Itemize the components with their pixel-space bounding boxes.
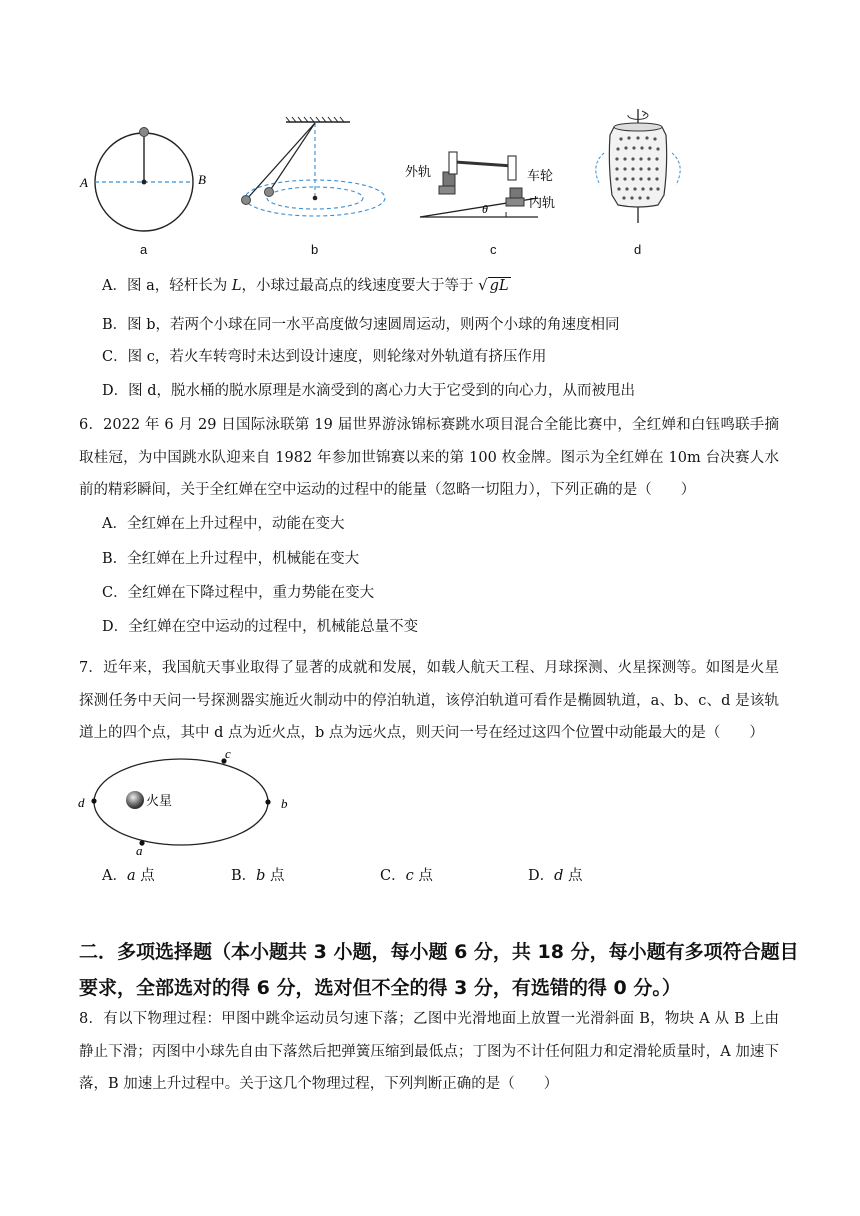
- figure-c: [402, 140, 592, 225]
- q6-option-c: C．全红婵在下降过程中，重力势能在变大: [102, 585, 375, 601]
- figure-a-label-A: A: [80, 175, 88, 190]
- q7-option-a: A．a 点: [102, 868, 155, 884]
- figure-c-label-inner-rail: 内轨: [529, 195, 556, 210]
- figure-c-label-outer-rail: 外轨: [405, 164, 432, 179]
- figure-c-label-theta: θ: [482, 202, 488, 216]
- q6-option-d: D．全红婵在空中运动的过程中，机械能总量不变: [102, 619, 419, 635]
- figure-a-caption: a: [140, 242, 148, 257]
- q5-option-b: B．图 b，若两个小球在同一水平高度做匀速圆周运动，则两个小球的角速度相同: [102, 317, 620, 333]
- figure-a-diagram: [78, 120, 218, 270]
- q6-stem: 6．2022 年 6 月 29 日国际泳联第 19 届世界游泳锦标赛跳水项目混合全能比赛中，全红婵和白钰鸣联手摘取桂冠，为中国跳水队迎来自 1982 年参加世锦赛以来的第 100 枚金牌。图示为全红婵在 10m 台决赛人水前的精彩瞬间，关于全红婵在空中运动的过程中的能量（忽略一切阻力），下列正确的是（ ）: [79, 417, 779, 498]
- q7-label-d: d: [78, 795, 85, 810]
- q7-label-a: a: [136, 843, 143, 856]
- q7-option-c: C．c 点: [380, 868, 433, 884]
- figure-c-label-wheel: 车轮: [527, 168, 554, 183]
- figure-d: [588, 105, 688, 230]
- section-2-heading: 二．多项选择题（本小题共 3 小题，每小题 6 分，共 18 分，每小题有多项符合题目要求，全部选对的得 6 分，选对但不全的得 3 分，有选错的得 0 分。）: [79, 941, 799, 999]
- q7-label-mars: 火星: [146, 793, 173, 808]
- figure-d-diagram: [588, 105, 688, 230]
- q6-option-b: B．全红婵在上升过程中，机械能在变大: [102, 551, 360, 567]
- figure-d-caption: d: [634, 242, 642, 257]
- q5-option-d: D．图 d，脱水桶的脱水原理是水滴受到的离心力大于它受到的向心力，从而被甩出: [102, 383, 636, 399]
- q7-label-b: b: [281, 796, 288, 811]
- q7-option-b: B．b 点: [231, 868, 285, 884]
- figure-b: [232, 112, 392, 222]
- q7-label-c: c: [225, 746, 231, 761]
- q7-stem: 7．近年来，我国航天事业取得了显著的成就和发展，如载人航天工程、月球探测、火星探测等。如图是火星探测任务中天问一号探测器实施近火制动中的停泊轨道，该停泊轨道可看作是椭圆轨道，a、b、c、d 是该轨道上的四个点，其中 d 点为近火点，b 点为远火点，则天问一号在经过这四个位置中动能最大的是（ ）: [79, 660, 779, 741]
- q7-orbit-diagram: [74, 744, 304, 856]
- figure-a: [78, 120, 218, 270]
- figure-b-diagram: [232, 112, 392, 222]
- q8-stem: 8．有以下物理过程：甲图中跳伞运动员匀速下落；乙图中光滑地面上放置一光滑斜面 B，物块 A 从 B 上由静止下滑；丙图中小球先自由下落然后把弹簧压缩到最低点；丁图为不计任何阻力和定滑轮质量时，A 加速下落，B 加速上升过程中。关于这几个物理过程，下列判断正确的是（ ）: [79, 1011, 779, 1092]
- q7-option-d: D．d 点: [528, 868, 583, 884]
- q6-option-a: A．全红婵在上升过程中，动能在变大: [102, 516, 345, 532]
- q5-option-a: A．图 a，轻杆长为 L，小球过最高点的线速度要大于等于 √ gL: [102, 276, 509, 294]
- q5-option-c: C．图 c，若火车转弯时未达到设计速度，则轮缘对外轨道有挤压作用: [102, 349, 547, 365]
- figure-a-label-B: B: [198, 172, 206, 187]
- figure-c-diagram: [402, 140, 592, 225]
- q7-orbit-figure: [74, 744, 304, 856]
- figure-c-caption: c: [490, 242, 497, 257]
- figure-b-caption: b: [311, 242, 319, 257]
- mars-planet: [126, 791, 144, 809]
